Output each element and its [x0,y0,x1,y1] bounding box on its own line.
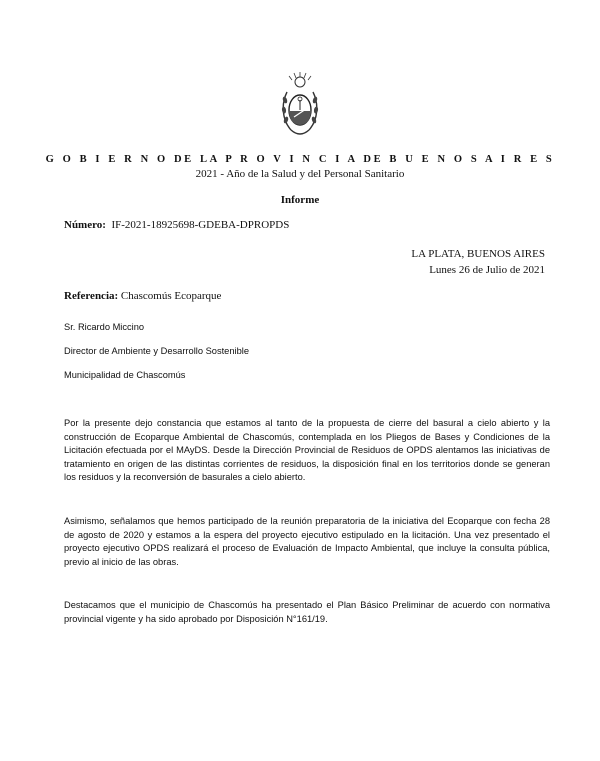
date: Lunes 26 de Julio de 2021 [429,264,545,276]
place: LA PLATA, BUENOS AIRES [411,248,545,260]
place-date [411,246,545,278]
reference [64,290,221,302]
body-paragraph-1: Por la presente dejo constancia que estamos al tanto de la propuesta de cierre del basural a cielo abierto y la construcción de Ecoparque Ambiental de Chascomús, contemplada en los Pliegos de Bases y Condiciones de la Licitación efectuada por el MAyDS. Desde la Dirección Provincial de Residuos de OPDS alentamos las iniciativas de tratamiento en origen de las distintas corrientes de residuos, la disposición final en los territorios donde se generan los residuos y la reconversión de basurales a cielo abierto. [64,418,550,483]
body-paragraph-3: Destacamos que el municipio de Chascomús ha presentado el Plan Básico Preliminar de acuerdo con normativa provincial vigente y ha sido aprobado por Disposición N°161/19. [64,600,550,624]
body-paragraph-2: Asimismo, señalamos que hemos participado de la reunión preparatoria de la iniciativa del Ecoparque con fecha 28 de agosto de 2020 y estamos a la espera del proyecto ejecutivo estipulado en la licitación. Una vez presentado el proyecto ejecutivo OPDS realizará el proceso de Evaluación de Impacto Ambiental, que incluye la consulta pública, previo al inicio de las obras. [64,516,550,567]
government-header: G O B I E R N O DE LA P R O V I N C I A DE B U E N O S A I R E S [45,154,555,165]
coat-of-arms-icon [279,70,321,140]
document-number-value: IF-2021-18925698-GDEBA-DPROPDS [111,219,290,231]
document-number [64,219,289,231]
recipient-name: Sr. Ricardo Miccino [64,322,145,332]
recipient-role: Director de Ambiente y Desarrollo Sostenible [64,346,249,356]
reference-label: Referencia: [64,290,119,302]
year-motto: 2021 - Año de la Salud y del Personal Sanitario [195,168,405,180]
document-type-title: Informe [280,194,320,206]
reference-value: Chascomús Ecoparque [120,290,222,302]
document-number-label: Número: [64,219,106,231]
recipient-organization: Municipalidad de Chascomús [64,370,186,380]
